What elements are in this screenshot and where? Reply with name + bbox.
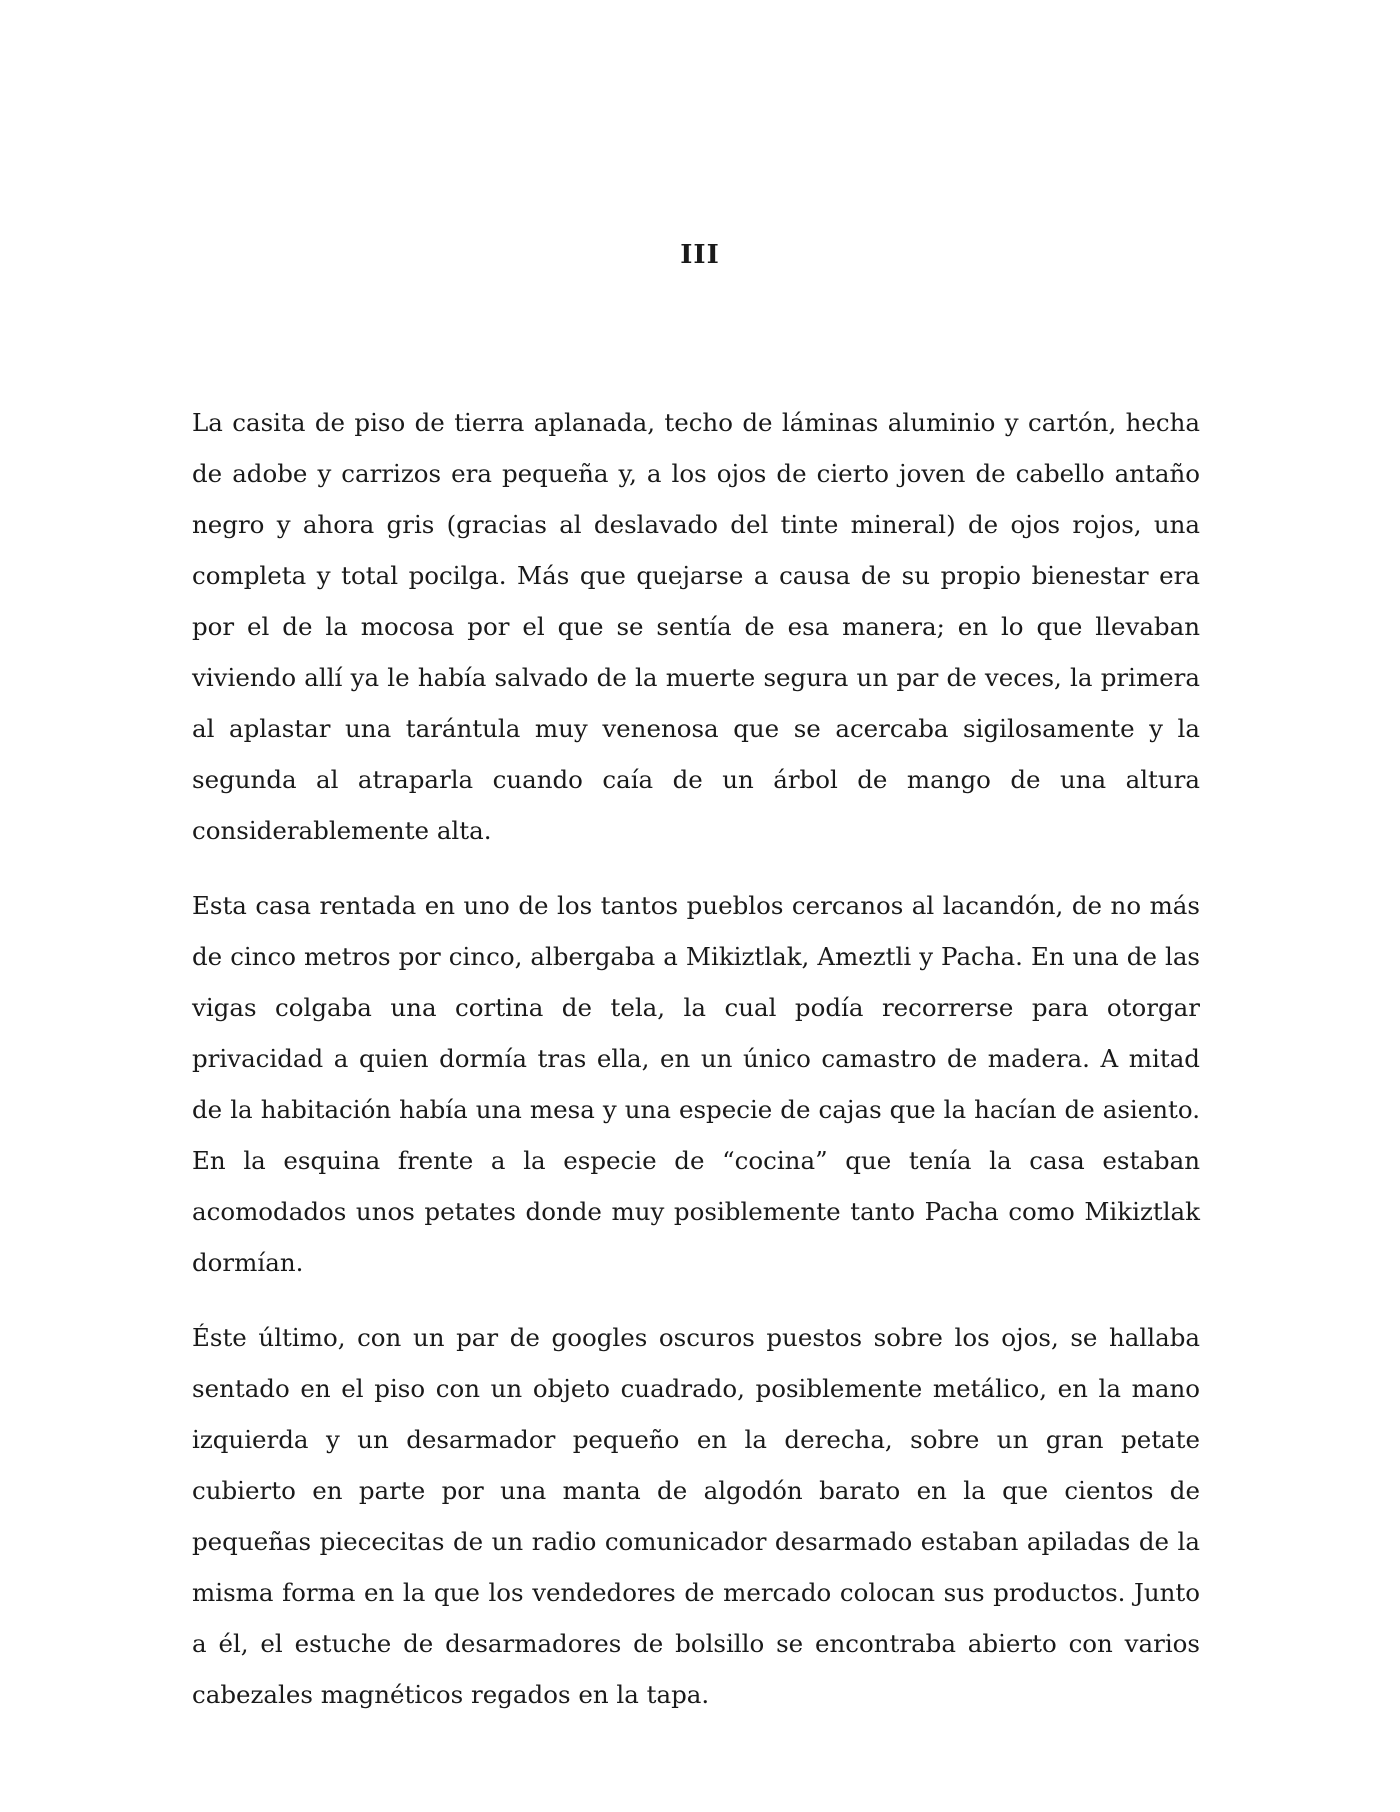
chapter-body [192,397,1200,1744]
paragraph-2: Esta casa rentada en uno de los tantos pueblos cercanos al lacandón, de no más de cinco metros por cinco, albergaba a Mikiztlak, Ameztli y Pacha. En una de las vigas colgaba una cortina de tela, la cual podía recorrerse para otorgar privacidad a quien dormía tras ella, en un único camastro de madera. A mitad de la habitación había una mesa y una especie de cajas que la hacían de asiento. En la esquina frente a la especie de “cocina” que tenía la casa estaban acomodados unos petates donde muy posiblemente tanto Pacha como Mikiztlak dormían. [192,891,1200,1277]
paragraph-1: La casita de piso de tierra aplanada, techo de láminas aluminio y cartón, hecha de adobe y carrizos era pequeña y, a los ojos de cierto joven de cabello antaño negro y ahora gris (gracias al deslavado del tinte mineral) de ojos rojos, una completa y total pocilga. Más que quejarse a causa de su propio bienestar era por el de la mocosa por el que se sentía de esa manera; en lo que llevaban viviendo allí ya le había salvado de la muerte segura un par de veces, la primera al aplastar una tarántula muy venenosa que se acercaba sigilosamente y la segunda al atraparla cuando caía de un árbol de mango de una altura considerablemente alta. [192,408,1200,845]
chapter-heading: III [680,240,720,270]
paragraph-3: Éste último, con un par de googles oscuros puestos sobre los ojos, se hallaba sentado en el piso con un objeto cuadrado, posiblemente metálico, en la mano izquierda y un desarmador pequeño en la derecha, sobre un gran petate cubierto en parte por una manta de algodón barato en la que cientos de pequeñas piececitas de un radio comunicador desarmado estaban apiladas de la misma forma en la que los vendedores de mercado colocan sus productos. Junto a él, el estuche de desarmadores de bolsillo se encontraba abierto con varios cabezales magnéticos regados en la tapa. [192,1323,1200,1709]
